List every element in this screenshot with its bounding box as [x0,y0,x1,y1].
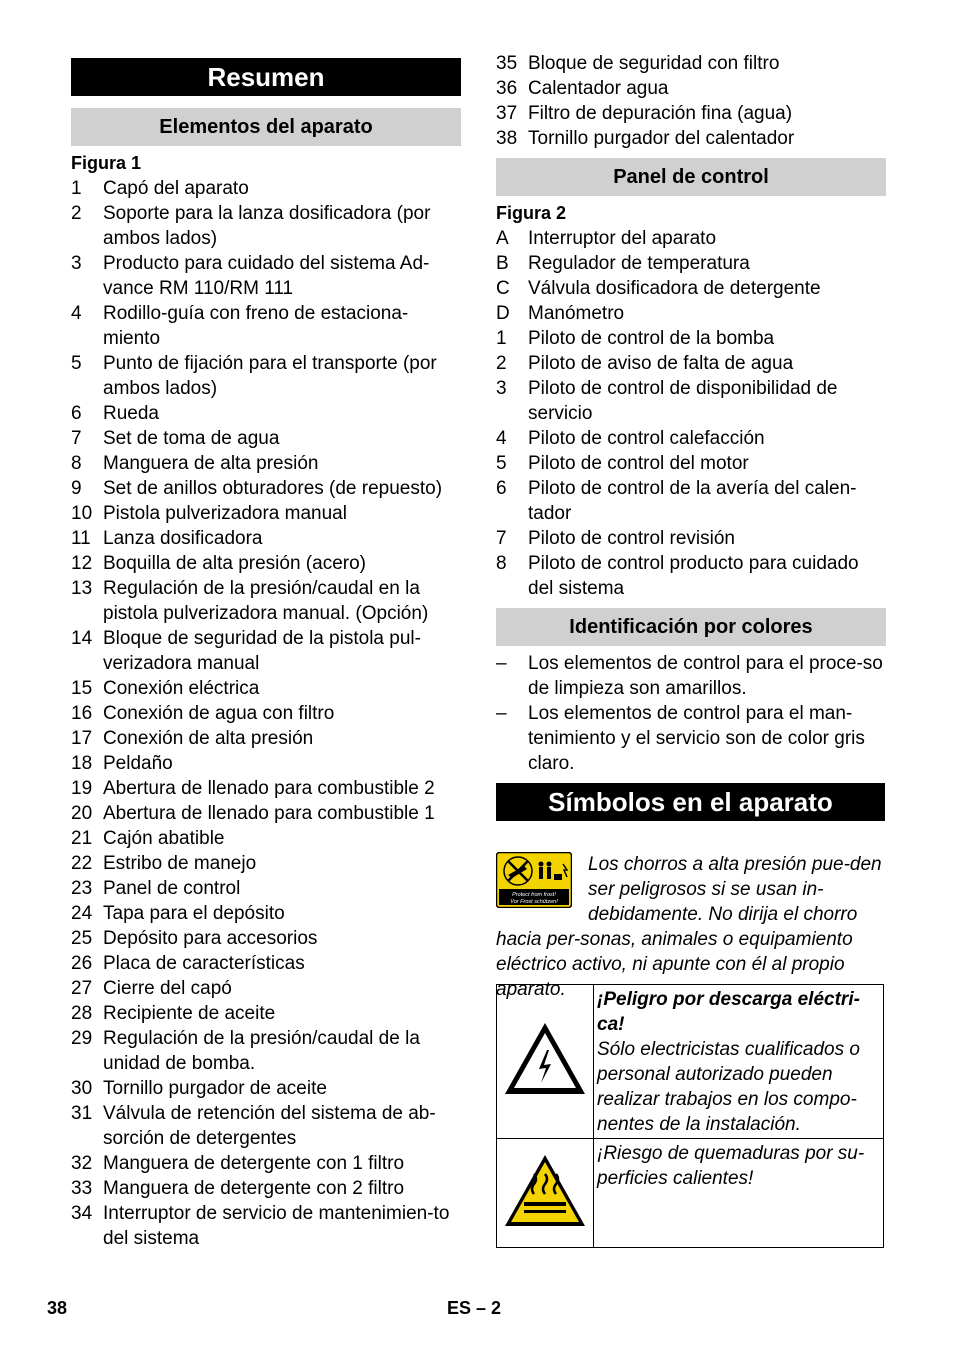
list-item [71,301,463,351]
list-item-text: Piloto de control producto para cuidado del sistema [528,553,859,599]
list-item [496,701,888,776]
list-item-number: 16 [71,703,93,724]
list-item [71,401,463,426]
list-item-number: 1 [496,328,507,349]
list-item-number: 8 [71,453,82,474]
list-item-text: Interruptor de servicio de mantenimien-to del sistema [103,1203,450,1249]
subheading-colores: Identificación por colores [496,608,886,646]
no-spray-warning-label-icon [496,852,572,908]
list-item-number: 31 [71,1103,93,1124]
device-elements-list-continued [496,51,888,151]
list-item-number: 37 [496,103,518,124]
list-item-number: 17 [71,728,93,749]
list-item [496,226,888,251]
list-item-text: Tornillo purgador del calentador [528,128,795,149]
list-item [496,551,888,601]
list-item-text: Conexión eléctrica [103,678,260,699]
list-item-number: 30 [71,1078,93,1099]
list-item [71,826,463,851]
list-item-number: 5 [496,453,507,474]
list-item-text: Piloto de control calefacción [528,428,765,449]
list-item-text: Piloto de control de disponibilidad de servicio [528,378,838,424]
section-heading-resumen: Resumen [71,58,461,96]
list-item-text: Válvula de retención del sistema de ab-sorción de detergentes [103,1103,436,1149]
list-item [496,276,888,301]
section-heading-simbolos: Símbolos en el aparato [496,783,885,821]
list-item [71,1076,463,1101]
color-identification-list [496,651,888,776]
list-item [496,126,888,151]
list-item-number: 24 [71,903,93,924]
list-item [71,951,463,976]
list-item-number: 4 [496,428,507,449]
list-item [71,976,463,1001]
list-item-text: Depósito para accesorios [103,928,318,949]
list-item-number: 28 [71,1003,93,1024]
list-item-text: Soporte para la lanza dosificadora (por ambos lados) [103,203,431,249]
subheading-panel-de-control: Panel de control [496,158,886,196]
symbol-icon-cell [497,1139,594,1248]
list-item-number: 6 [496,478,507,499]
list-item-text: Abertura de llenado para combustible 1 [103,803,435,824]
list-item-number: 32 [71,1153,93,1174]
list-item [496,351,888,376]
list-item [496,251,888,276]
symbol-row-hot-surface [497,1139,884,1248]
list-item-number: 9 [71,478,82,499]
list-item-number: 22 [71,853,93,874]
list-item-number: 26 [71,953,93,974]
list-item-number: 12 [71,553,93,574]
list-item-number: 20 [71,803,93,824]
label-text-de: Vor Frost schützen! [510,899,558,905]
list-item-text: Manguera de alta presión [103,453,319,474]
list-item-text: Rodillo-guía con freno de estaciona-miento [103,303,409,349]
list-item [496,76,888,101]
list-item-number: 25 [71,928,93,949]
list-item-text: Piloto de control revisión [528,528,735,549]
list-item [71,801,463,826]
list-item-text: Boquilla de alta presión (acero) [103,553,366,574]
list-item-number: D [496,303,510,324]
list-item [71,476,463,501]
list-item-text: Manguera de detergente con 1 filtro [103,1153,405,1174]
list-item-number: 35 [496,53,518,74]
list-item-number: 3 [496,378,507,399]
list-item-text: Manguera de detergente con 2 filtro [103,1178,405,1199]
hot-surface-text: ¡Riesgo de quemaduras por su-perficies calientes! [597,1143,865,1189]
list-item [71,876,463,901]
list-item [71,176,463,201]
list-item [71,501,463,526]
device-elements-list [71,176,463,1251]
list-item [71,851,463,876]
list-item-text: Piloto de control de la bomba [528,328,775,349]
list-item-text: Tapa para el depósito [103,903,285,924]
list-item [496,526,888,551]
list-item [71,201,463,251]
list-item [71,776,463,801]
list-item-number: 6 [71,403,82,424]
list-item-number: 5 [71,353,82,374]
list-item-text: Los elementos de control para el proce-so de limpieza son amarillos. [528,653,883,699]
electric-hazard-icon [502,1020,588,1098]
list-item [71,551,463,576]
list-item-text: Punto de fijación para el transporte (por ambos lados) [103,353,437,399]
figure-label-2: Figura 2 [496,203,567,223]
list-item-number: 38 [496,128,518,149]
symbols-table [496,984,884,1248]
symbols-intro-text: Los chorros a alta presión pue-den ser peligrosos si se usan in-debidamente. No dirija el chorro hacia per-sonas, animales o equipamiento eléctrico activo, ni apunte con él al propio aparato. [496,854,882,1000]
page-number: 38 [47,1298,68,1318]
symbol-text-cell [594,985,884,1139]
list-item-text: Calentador agua [528,78,669,99]
list-item [71,1201,463,1251]
list-item-number: – [496,703,507,724]
list-item [71,1176,463,1201]
control-panel-list [496,226,888,601]
list-item-text: Piloto de control de la avería del calen-tador [528,478,857,524]
list-item-text: Conexión de alta presión [103,728,314,749]
list-item-text: Rueda [103,403,159,424]
list-item-number: 36 [496,78,518,99]
language-page-label: ES – 2 [447,1298,502,1318]
list-item [71,576,463,626]
list-item-number: B [496,253,509,274]
list-item-number: – [496,653,507,674]
list-item-text: Estribo de manejo [103,853,257,874]
list-item-number: 18 [71,753,93,774]
list-item [71,701,463,726]
electric-hazard-text: Sólo electricistas cualificados o personal autorizado pueden realizar trabajos en los compo-nentes de la instalación. [597,1039,860,1135]
list-item-text: Interruptor del aparato [528,228,717,249]
list-item-text: Piloto de aviso de falta de agua [528,353,794,374]
list-item-text: Filtro de depuración fina (agua) [528,103,793,124]
label-text-en: Protect from frost! [512,892,556,898]
list-item-number: 1 [71,178,82,199]
list-item-text: Regulación de la presión/caudal de la unidad de bomba. [103,1028,420,1074]
list-item-number: 27 [71,978,93,999]
list-item-number: 34 [71,1203,93,1224]
list-item-text: Lanza dosificadora [103,528,263,549]
list-item-text: Producto para cuidado del sistema Ad-vance RM 110/RM 111 [103,253,430,299]
list-item-number: 21 [71,828,93,849]
list-item-text: Regulación de la presión/caudal en la pistola pulverizadora manual. (Opción) [103,578,429,624]
list-item [496,101,888,126]
list-item-number: 14 [71,628,93,649]
list-item-text: Manómetro [528,303,625,324]
list-item-text: Bloque de seguridad de la pistola pul-verizadora manual [103,628,421,674]
list-item-number: 29 [71,1028,93,1049]
list-item [71,526,463,551]
list-item-text: Cajón abatible [103,828,225,849]
list-item [496,451,888,476]
list-item [496,301,888,326]
list-item-text: Regulador de temperatura [528,253,750,274]
list-item-number: C [496,278,510,299]
list-item-number: 13 [71,578,93,599]
list-item-number: 2 [496,353,507,374]
list-item-text: Bloque de seguridad con filtro [528,53,780,74]
list-item-text: Los elementos de control para el man-tenimiento y el servicio son de color gris claro. [528,703,865,774]
list-item-number: 8 [496,553,507,574]
list-item [71,901,463,926]
list-item-number: A [496,228,509,249]
list-item [71,626,463,676]
list-item-text: Peldaño [103,753,173,774]
list-item [71,1101,463,1151]
list-item-number: 19 [71,778,93,799]
list-item [496,326,888,351]
list-item-text: Piloto de control del motor [528,453,749,474]
list-item [71,751,463,776]
list-item [71,1151,463,1176]
list-item-text: Tornillo purgador de aceite [103,1078,327,1099]
list-item-number: 23 [71,878,93,899]
symbol-row-electric [497,985,884,1139]
list-item-text: Pistola pulverizadora manual [103,503,347,524]
list-item-text: Set de anillos obturadores (de repuesto) [103,478,443,499]
list-item-number: 15 [71,678,93,699]
list-item [496,376,888,426]
list-item-number: 7 [71,428,82,449]
list-item [71,926,463,951]
symbol-icon-cell [497,985,594,1139]
figure-label-1: Figura 1 [71,153,142,173]
list-item-text: Panel de control [103,878,241,899]
list-item-number: 2 [71,203,82,224]
list-item [71,426,463,451]
list-item-text: Abertura de llenado para combustible 2 [103,778,435,799]
electric-hazard-title: ¡Peligro por descarga eléctri-ca! [597,989,860,1035]
list-item [496,651,888,701]
list-item-number: 11 [71,528,91,549]
list-item-text: Válvula dosificadora de detergente [528,278,821,299]
list-item [71,1001,463,1026]
list-item-text: Cierre del capó [103,978,232,999]
list-item-number: 7 [496,528,507,549]
list-item-text: Set de toma de agua [103,428,280,449]
list-item [71,726,463,751]
symbol-text-cell [594,1139,884,1248]
hot-surface-icon [502,1152,588,1230]
list-item [71,251,463,301]
list-item [71,351,463,401]
list-item [496,476,888,526]
list-item [496,51,888,76]
list-item-text: Recipiente de aceite [103,1003,276,1024]
list-item [71,676,463,701]
list-item-text: Conexión de agua con filtro [103,703,335,724]
list-item-number: 3 [71,253,82,274]
list-item [71,1026,463,1076]
list-item [496,426,888,451]
list-item-number: 10 [71,503,93,524]
list-item-text: Placa de características [103,953,305,974]
subheading-elementos: Elementos del aparato [71,108,461,146]
list-item-number: 4 [71,303,82,324]
list-item [71,451,463,476]
symbols-intro [496,852,888,1002]
list-item-text: Capó del aparato [103,178,249,199]
list-item-number: 33 [71,1178,93,1199]
